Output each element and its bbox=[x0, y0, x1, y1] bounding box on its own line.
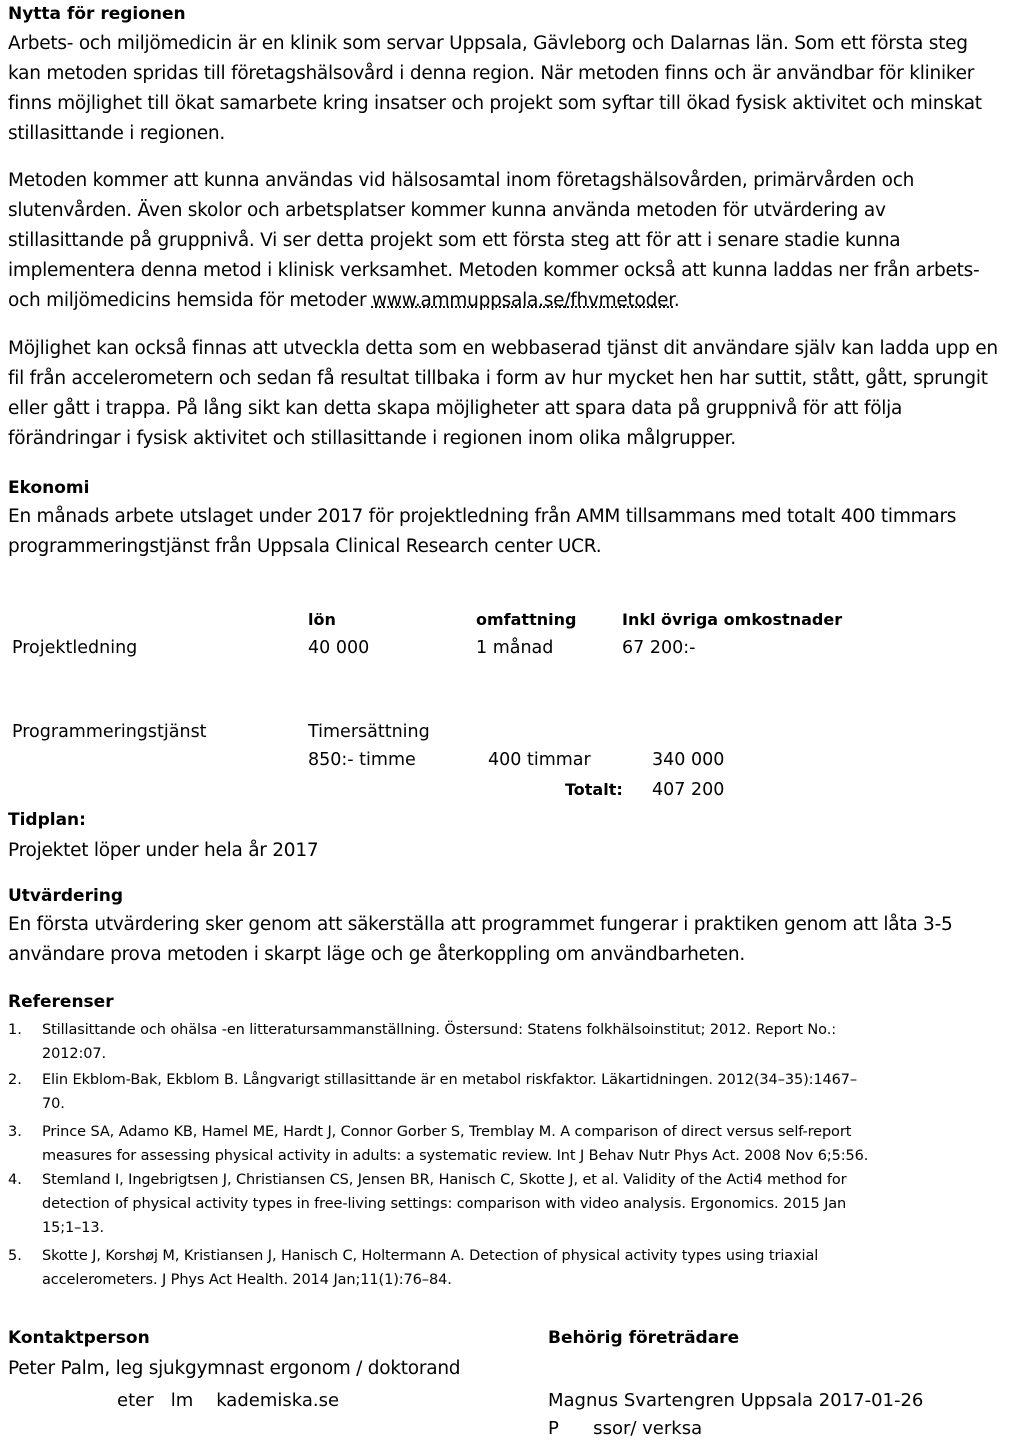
cell-inkl: 67 200:- bbox=[622, 638, 696, 658]
header-lon: lön bbox=[308, 610, 336, 629]
reference-line: Prince SA, Adamo KB, Hamel ME, Hardt J, Connor Gorber S, Tremblay M. A comparison of direct versus self-report bbox=[42, 1124, 852, 1140]
section-heading-tidplan: Tidplan: bbox=[8, 810, 86, 830]
paragraph-line: stillasittande i regionen. bbox=[8, 123, 226, 144]
paragraph-line: Projektet löper under hela år 2017 bbox=[8, 840, 319, 861]
paragraph-line: Möjlighet kan också finnas att utveckla detta som en webbaserad tjänst dit användare själv kan ladda upp en bbox=[8, 338, 998, 359]
cell-hours: 400 timmar bbox=[488, 750, 591, 770]
section-heading-kontakt: Kontaktperson bbox=[8, 1328, 150, 1348]
paragraph-line: implementera denna metod i klinisk verksamhet. Metoden kommer också att kunna laddas ner från arbets- bbox=[8, 260, 980, 281]
contact-name: Peter Palm, leg sjukgymnast ergonom / doktorand bbox=[8, 1358, 461, 1379]
paragraph-line: stillasittande på gruppnivå. Vi ser detta projekt som ett första steg att för att i senare stadie kunna bbox=[8, 230, 901, 251]
reference-line: Skotte J, Korshøj M, Kristiansen J, Hanisch C, Holtermann A. Detection of physical activity types using triaxial bbox=[42, 1248, 819, 1264]
paragraph-line: kan metoden spridas till företagshälsovård i denna region. När metoden finns och är användbar för kliniker bbox=[8, 63, 975, 84]
row-label-projektledning: Projektledning bbox=[12, 638, 138, 658]
methods-link[interactable]: www.ammuppsala.se/fhvmetoder bbox=[371, 290, 674, 311]
header-inkl: Inkl övriga omkostnader bbox=[622, 610, 843, 629]
representative-title: P ssor/ verksa bbox=[548, 1418, 703, 1439]
reference-line: Elin Ekblom-Bak, Ekblom B. Långvarigt stillasittande är en metabol riskfaktor. Läkartidningen. 2012(34–35):1467– bbox=[42, 1072, 858, 1088]
reference-line: 15;1–13. bbox=[42, 1220, 105, 1236]
paragraph-line: En månads arbete utslaget under 2017 för projektledning från AMM tillsammans med totalt 400 timmars bbox=[8, 506, 957, 527]
reference-line: accelerometers. J Phys Act Health. 2014 Jan;11(1):76–84. bbox=[42, 1272, 452, 1288]
section-heading-utvardering: Utvärdering bbox=[8, 886, 124, 906]
paragraph-line-with-link bbox=[8, 290, 680, 311]
reference-line: 70. bbox=[42, 1096, 65, 1112]
section-heading-nytta: Nytta för regionen bbox=[8, 4, 186, 24]
paragraph-line: förändringar i fysisk aktivitet och stillasittande i regionen inom olika målgrupper. bbox=[8, 428, 736, 449]
reference-line: 2012:07. bbox=[42, 1046, 107, 1062]
cell-lon: 40 000 bbox=[308, 638, 370, 658]
cell-rate: 850:- timme bbox=[308, 750, 416, 770]
paragraph-line: fil från accelerometern och sedan få resultat tillbaka i form av hur mycket hen har suttit, stått, gått, sprungit bbox=[8, 368, 988, 389]
paragraph-text: . bbox=[673, 290, 680, 311]
reference-number: 3. bbox=[8, 1124, 22, 1140]
cell-omfattning: 1 månad bbox=[476, 638, 554, 658]
section-heading-referenser: Referenser bbox=[8, 992, 114, 1012]
paragraph-line: programmeringstjänst från Uppsala Clinical Research center UCR. bbox=[8, 536, 602, 557]
total-label: Totalt: bbox=[565, 780, 623, 799]
reference-number: 1. bbox=[8, 1022, 22, 1038]
paragraph-line: Metoden kommer att kunna användas vid hälsosamtal inom företagshälsovården, primärvården och bbox=[8, 170, 915, 191]
total-value: 407 200 bbox=[652, 780, 725, 800]
reference-line: Stemland I, Ingebrigtsen J, Christiansen CS, Jensen BR, Hanisch C, Skotte J, et al. Validity of the Acti4 method for bbox=[42, 1172, 847, 1188]
paragraph-line: Arbets- och miljömedicin är en klinik som servar Uppsala, Gävleborg och Dalarnas län. Som ett första steg bbox=[8, 33, 968, 54]
cell-rate-label: Timersättning bbox=[308, 722, 430, 742]
reference-line: detection of physical activity types in free-living settings: comparison with video analysis. Ergonomics. 2015 Jan bbox=[42, 1196, 847, 1212]
section-heading-ekonomi: Ekonomi bbox=[8, 478, 90, 498]
header-omfattning: omfattning bbox=[476, 610, 577, 629]
reference-line: Stillasittande och ohälsa -en litteratursammanställning. Östersund: Statens folkhälsoinstitut; 2012. Report No.: bbox=[42, 1022, 836, 1038]
paragraph-text: och miljömedicins hemsida för metoder bbox=[8, 290, 372, 311]
cell-amount: 340 000 bbox=[652, 750, 725, 770]
reference-number: 5. bbox=[8, 1248, 22, 1264]
row-label-programmering: Programmeringstjänst bbox=[12, 722, 207, 742]
paragraph-line: En första utvärdering sker genom att säkerställa att programmet fungerar i praktiken genom att låta 3-5 bbox=[8, 914, 953, 935]
reference-number: 2. bbox=[8, 1072, 22, 1088]
reference-line: measures for assessing physical activity in adults: a systematic review. Int J Behav Nutr Phys Act. 2008 Nov 6;5:56. bbox=[42, 1148, 869, 1164]
paragraph-line: användare prova metoden i skarpt läge och ge återkoppling om användbarheten. bbox=[8, 944, 746, 965]
representative-name: Magnus Svartengren Uppsala 2017-01-26 bbox=[548, 1390, 924, 1411]
section-heading-behorig: Behörig företrädare bbox=[548, 1328, 740, 1348]
paragraph-line: eller gått i trappa. På lång sikt kan detta skapa möjligheter att spara data på gruppnivå för att följa bbox=[8, 398, 903, 419]
contact-email[interactable]: eter lm kademiska.se bbox=[117, 1390, 340, 1411]
paragraph-line: slutenvården. Även skolor och arbetsplatser kommer kunna använda metoden för utvärdering av bbox=[8, 200, 886, 221]
reference-number: 4. bbox=[8, 1172, 22, 1188]
paragraph-line: finns möjlighet till ökat samarbete kring insatser och projekt som syftar till ökad fysisk aktivitet och minskat bbox=[8, 93, 982, 114]
